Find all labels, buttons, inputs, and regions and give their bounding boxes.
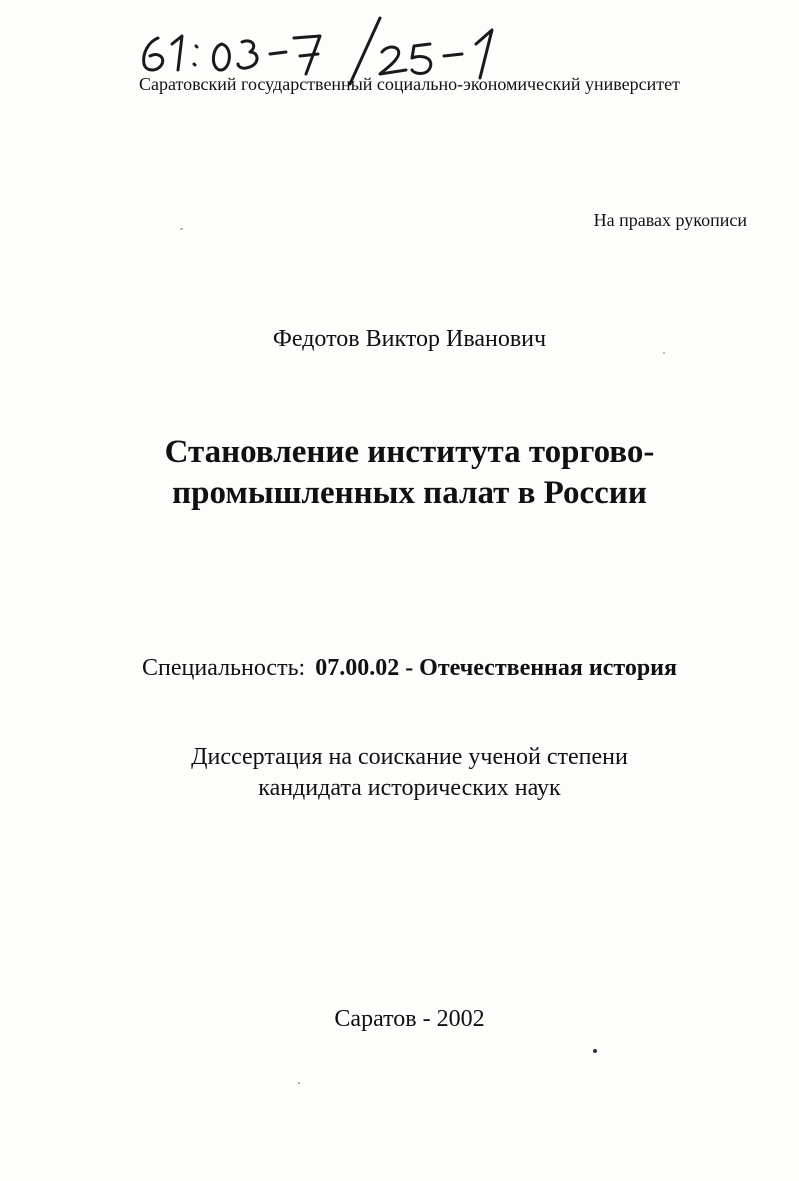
degree-line-1: Диссертация на соискание ученой степени <box>191 744 628 770</box>
degree-statement <box>10 742 799 804</box>
specialty <box>10 655 799 682</box>
title-line-1: Становление института торгово- <box>164 434 655 470</box>
rights-notice: На правах рукописи <box>593 210 747 230</box>
specialty-code: 07.00.02 - Отечественная история <box>315 655 677 681</box>
scan-speck <box>663 352 665 354</box>
title-line-2: промышленных палат в России <box>172 475 647 511</box>
dissertation-title <box>10 432 799 514</box>
specialty-label: Специальность: <box>142 655 306 681</box>
scan-speck <box>180 228 183 230</box>
scan-speck <box>593 1049 597 1053</box>
city-year: Саратов - 2002 <box>334 1006 485 1032</box>
scan-speck <box>298 1082 300 1084</box>
degree-line-2: кандидата исторических наук <box>258 775 561 801</box>
university-name: Саратовский государственный социально-экономический университет <box>139 74 680 94</box>
author-name: Федотов Виктор Иванович <box>272 326 547 352</box>
